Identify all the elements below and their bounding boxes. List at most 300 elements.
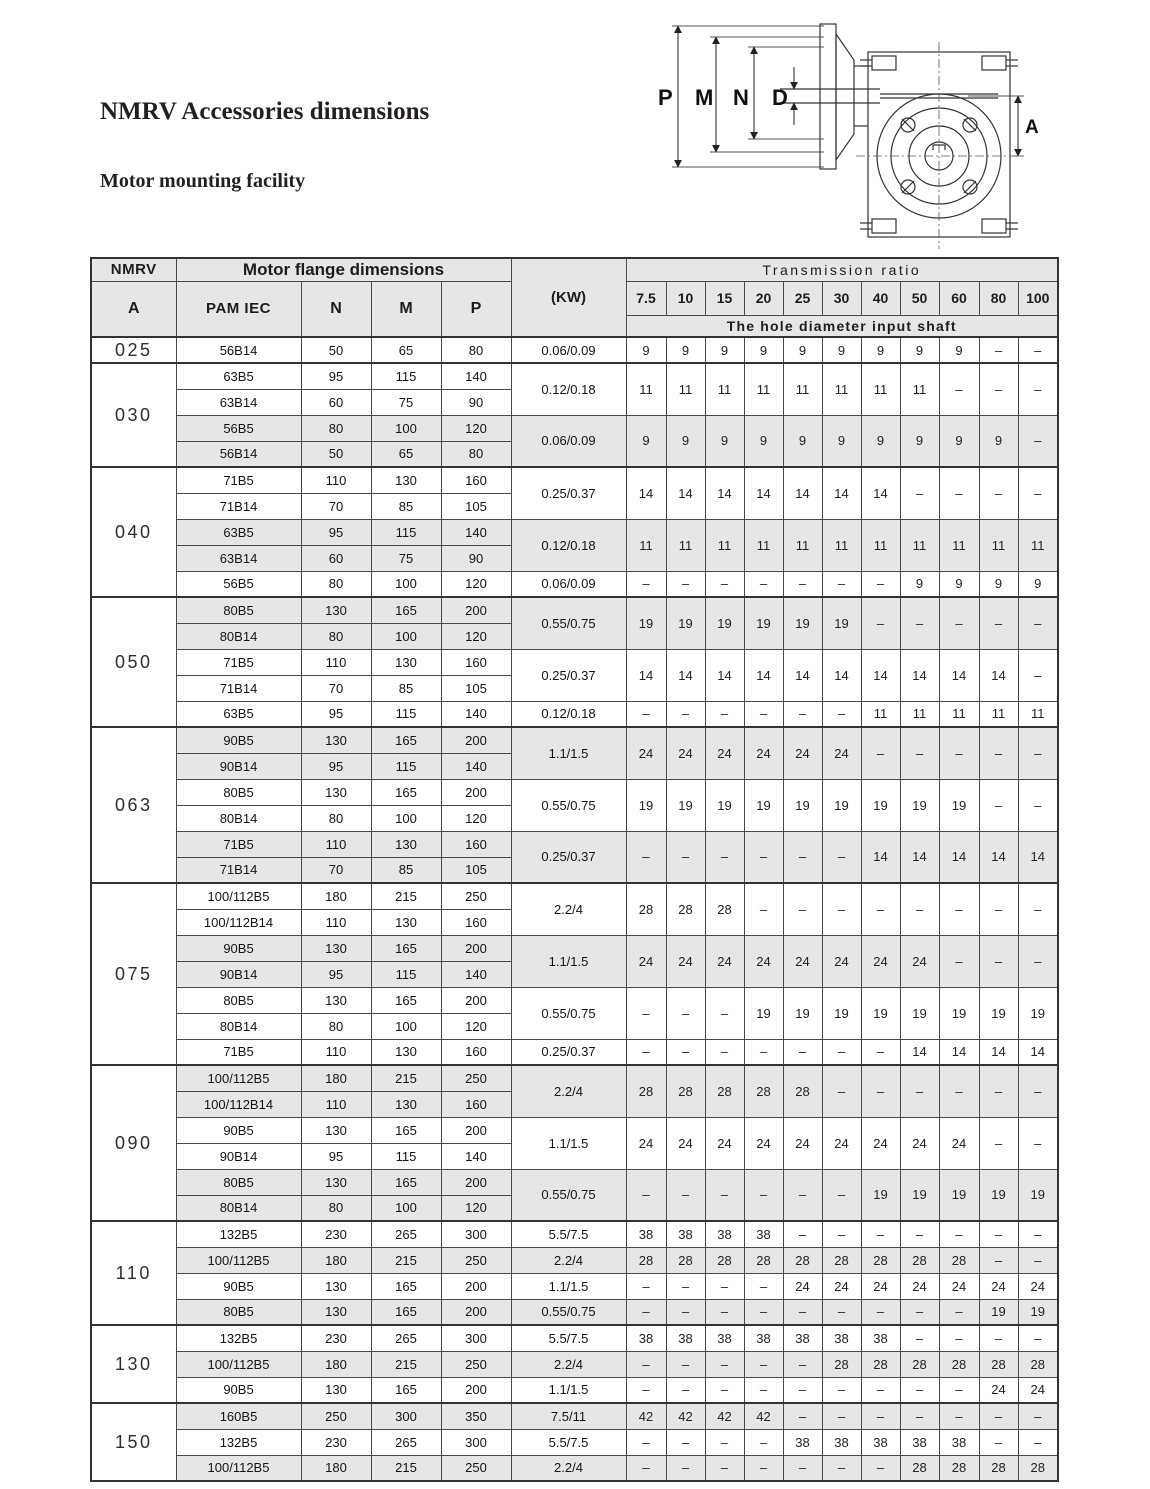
ratio-value-cell: 24 bbox=[900, 1117, 939, 1169]
ratio-value-cell: 28 bbox=[1018, 1351, 1058, 1377]
a-header: A bbox=[91, 281, 176, 337]
m-value-cell: 85 bbox=[371, 857, 441, 883]
ratio-value-cell: 14 bbox=[705, 467, 744, 519]
ratio-value-cell: – bbox=[979, 597, 1018, 649]
n-value-cell: 95 bbox=[301, 519, 371, 545]
ratio-value-cell: 38 bbox=[861, 1429, 900, 1455]
ratio-value-cell: – bbox=[939, 597, 979, 649]
m-value-cell: 265 bbox=[371, 1221, 441, 1247]
ratio-value-cell: 24 bbox=[861, 935, 900, 987]
p-value-cell: 120 bbox=[441, 1195, 511, 1221]
ratio-value-cell: – bbox=[783, 701, 822, 727]
ratio-value-cell: 19 bbox=[822, 597, 861, 649]
ratio-value-cell: – bbox=[705, 1169, 744, 1221]
n-value-cell: 130 bbox=[301, 1273, 371, 1299]
ratio-value-cell: – bbox=[822, 701, 861, 727]
ratio-value-cell: – bbox=[626, 831, 666, 883]
p-value-cell: 160 bbox=[441, 649, 511, 675]
p-value-cell: 140 bbox=[441, 363, 511, 389]
n-value-cell: 230 bbox=[301, 1429, 371, 1455]
ratio-value-cell: 24 bbox=[626, 727, 666, 779]
ratio-value-cell: – bbox=[666, 1299, 705, 1325]
ratio-value-cell: 38 bbox=[666, 1325, 705, 1351]
pam-iec-cell: 90B5 bbox=[176, 727, 301, 753]
ratio-value-cell: 28 bbox=[900, 1247, 939, 1273]
ratio-header-cell: 7.5 bbox=[626, 281, 666, 315]
ratio-value-cell: 9 bbox=[1018, 571, 1058, 597]
ratio-value-cell: – bbox=[744, 883, 783, 935]
ratio-value-cell: 19 bbox=[626, 597, 666, 649]
ratio-value-cell: – bbox=[861, 1039, 900, 1065]
ratio-value-cell: 19 bbox=[900, 1169, 939, 1221]
m-value-cell: 115 bbox=[371, 363, 441, 389]
n-value-cell: 80 bbox=[301, 805, 371, 831]
ratio-value-cell: – bbox=[783, 1039, 822, 1065]
table-row bbox=[91, 1377, 1058, 1403]
p-value-cell: 105 bbox=[441, 857, 511, 883]
p-header: P bbox=[441, 281, 511, 337]
ratio-value-cell: 24 bbox=[666, 935, 705, 987]
ratio-value-cell: 14 bbox=[979, 831, 1018, 883]
ratio-value-cell: 9 bbox=[822, 337, 861, 363]
ratio-value-cell: 14 bbox=[666, 649, 705, 701]
ratio-value-cell: 11 bbox=[822, 363, 861, 415]
n-value-cell: 180 bbox=[301, 1351, 371, 1377]
ratio-value-cell: 19 bbox=[861, 779, 900, 831]
ratio-value-cell: – bbox=[783, 1221, 822, 1247]
ratio-value-cell: 24 bbox=[822, 727, 861, 779]
n-value-cell: 95 bbox=[301, 363, 371, 389]
nmrv-size-cell: 040 bbox=[91, 467, 176, 597]
p-value-cell: 200 bbox=[441, 727, 511, 753]
n-value-cell: 110 bbox=[301, 649, 371, 675]
ratio-value-cell: 19 bbox=[861, 987, 900, 1039]
ratio-value-cell: – bbox=[1018, 935, 1058, 987]
ratio-value-cell: – bbox=[1018, 337, 1058, 363]
m-value-cell: 165 bbox=[371, 1299, 441, 1325]
ratio-value-cell: 42 bbox=[705, 1403, 744, 1429]
pam-iec-cell: 100/112B5 bbox=[176, 1351, 301, 1377]
pam-iec-cell: 71B5 bbox=[176, 1039, 301, 1065]
ratio-value-cell: – bbox=[822, 1169, 861, 1221]
nmrv-size-cell: 025 bbox=[91, 337, 176, 363]
n-value-cell: 180 bbox=[301, 883, 371, 909]
m-value-cell: 165 bbox=[371, 727, 441, 753]
ratio-value-cell: 19 bbox=[783, 779, 822, 831]
ratio-value-cell: 14 bbox=[979, 1039, 1018, 1065]
ratio-value-cell: 24 bbox=[705, 727, 744, 779]
pam-iec-cell: 71B14 bbox=[176, 857, 301, 883]
ratio-value-cell: 19 bbox=[979, 987, 1018, 1039]
pam-iec-cell: 100/112B5 bbox=[176, 1247, 301, 1273]
table-container bbox=[90, 257, 1059, 1482]
m-value-cell: 265 bbox=[371, 1429, 441, 1455]
n-value-cell: 130 bbox=[301, 1299, 371, 1325]
ratio-value-cell: 9 bbox=[666, 415, 705, 467]
ratio-value-cell: – bbox=[1018, 883, 1058, 935]
kw-value-cell: 0.12/0.18 bbox=[511, 519, 626, 571]
ratio-value-cell: – bbox=[626, 1039, 666, 1065]
ratio-value-cell: – bbox=[822, 883, 861, 935]
pam-iec-cell: 90B5 bbox=[176, 935, 301, 961]
ratio-value-cell: 14 bbox=[822, 467, 861, 519]
p-value-cell: 80 bbox=[441, 337, 511, 363]
ratio-value-cell: – bbox=[783, 1299, 822, 1325]
ratio-value-cell: – bbox=[666, 1351, 705, 1377]
m-value-cell: 100 bbox=[371, 1013, 441, 1039]
m-value-cell: 115 bbox=[371, 1143, 441, 1169]
pam-iec-cell: 80B5 bbox=[176, 1169, 301, 1195]
ratio-value-cell: 14 bbox=[939, 649, 979, 701]
p-value-cell: 200 bbox=[441, 935, 511, 961]
table-row bbox=[91, 1247, 1058, 1273]
ratio-value-cell: 19 bbox=[822, 987, 861, 1039]
ratio-value-cell: – bbox=[861, 1377, 900, 1403]
ratio-value-cell: – bbox=[979, 1221, 1018, 1247]
ratio-value-cell: 14 bbox=[744, 649, 783, 701]
p-value-cell: 250 bbox=[441, 883, 511, 909]
n-value-cell: 230 bbox=[301, 1325, 371, 1351]
ratio-value-cell: – bbox=[979, 363, 1018, 415]
n-value-cell: 70 bbox=[301, 493, 371, 519]
pam-iec-cell: 56B5 bbox=[176, 571, 301, 597]
ratio-value-cell: 24 bbox=[666, 1117, 705, 1169]
n-value-cell: 130 bbox=[301, 987, 371, 1013]
ratio-value-cell: – bbox=[626, 1351, 666, 1377]
ratio-value-cell: – bbox=[1018, 1065, 1058, 1117]
p-value-cell: 200 bbox=[441, 1117, 511, 1143]
ratio-value-cell: – bbox=[744, 1429, 783, 1455]
ratio-value-cell: 19 bbox=[1018, 987, 1058, 1039]
ratio-value-cell: 28 bbox=[666, 883, 705, 935]
ratio-value-cell: 24 bbox=[939, 1117, 979, 1169]
n-value-cell: 95 bbox=[301, 701, 371, 727]
table-row bbox=[91, 1065, 1058, 1091]
ratio-value-cell: – bbox=[861, 1455, 900, 1481]
pam-iec-cell: 100/112B14 bbox=[176, 1091, 301, 1117]
ratio-value-cell: 19 bbox=[744, 987, 783, 1039]
pam-iec-cell: 80B14 bbox=[176, 623, 301, 649]
kw-value-cell: 5.5/7.5 bbox=[511, 1325, 626, 1351]
ratio-value-cell: – bbox=[666, 1377, 705, 1403]
ratio-value-cell: 42 bbox=[666, 1403, 705, 1429]
ratio-value-cell: – bbox=[783, 1403, 822, 1429]
m-value-cell: 165 bbox=[371, 1117, 441, 1143]
p-value-cell: 120 bbox=[441, 623, 511, 649]
centerlines bbox=[856, 42, 1022, 249]
ratio-value-cell: 9 bbox=[861, 337, 900, 363]
ratio-value-cell: 38 bbox=[783, 1429, 822, 1455]
p-value-cell: 250 bbox=[441, 1247, 511, 1273]
ratio-value-cell: 14 bbox=[900, 1039, 939, 1065]
ratio-value-cell: – bbox=[822, 1221, 861, 1247]
page-title: NMRV Accessories dimensions bbox=[100, 98, 430, 125]
ratio-value-cell: – bbox=[900, 1403, 939, 1429]
m-value-cell: 100 bbox=[371, 571, 441, 597]
ratio-value-cell: – bbox=[939, 467, 979, 519]
ratio-value-cell: – bbox=[939, 1377, 979, 1403]
m-value-cell: 115 bbox=[371, 753, 441, 779]
n-value-cell: 130 bbox=[301, 597, 371, 623]
dimensions-table bbox=[90, 257, 1059, 1482]
ratio-value-cell: 38 bbox=[626, 1221, 666, 1247]
p-value-cell: 90 bbox=[441, 389, 511, 415]
ratio-value-cell: – bbox=[939, 1065, 979, 1117]
ratio-value-cell: – bbox=[705, 1351, 744, 1377]
ratio-value-cell: 24 bbox=[744, 727, 783, 779]
ratio-value-cell: 19 bbox=[939, 987, 979, 1039]
p-value-cell: 300 bbox=[441, 1325, 511, 1351]
m-value-cell: 165 bbox=[371, 1169, 441, 1195]
extension-lines bbox=[672, 26, 1024, 167]
ratio-value-cell: 19 bbox=[783, 987, 822, 1039]
ratio-value-cell: – bbox=[783, 831, 822, 883]
ratio-value-cell: – bbox=[1018, 727, 1058, 779]
pam-iec-cell: 80B5 bbox=[176, 987, 301, 1013]
kw-value-cell: 2.2/4 bbox=[511, 1455, 626, 1481]
ratio-value-cell: 9 bbox=[979, 571, 1018, 597]
ratio-value-cell: 24 bbox=[822, 935, 861, 987]
ratio-value-cell: 24 bbox=[783, 727, 822, 779]
ratio-value-cell: 19 bbox=[744, 597, 783, 649]
ratio-value-cell: 11 bbox=[822, 519, 861, 571]
ratio-value-cell: – bbox=[705, 1039, 744, 1065]
ratio-value-cell: 9 bbox=[900, 337, 939, 363]
pam-iec-cell: 160B5 bbox=[176, 1403, 301, 1429]
ratio-value-cell: 11 bbox=[939, 701, 979, 727]
ratio-value-cell: 19 bbox=[939, 779, 979, 831]
ratio-value-cell: 24 bbox=[1018, 1273, 1058, 1299]
ratio-value-cell: 14 bbox=[900, 831, 939, 883]
ratio-value-cell: 14 bbox=[861, 467, 900, 519]
n-value-cell: 95 bbox=[301, 1143, 371, 1169]
m-value-cell: 130 bbox=[371, 1091, 441, 1117]
m-value-cell: 215 bbox=[371, 883, 441, 909]
ratio-value-cell: – bbox=[783, 883, 822, 935]
pam-iec-cell: 63B5 bbox=[176, 519, 301, 545]
pam-iec-cell: 132B5 bbox=[176, 1325, 301, 1351]
ratio-value-cell: 14 bbox=[783, 649, 822, 701]
dim-label-d: D bbox=[772, 85, 788, 110]
pam-iec-cell: 80B5 bbox=[176, 597, 301, 623]
m-value-cell: 165 bbox=[371, 935, 441, 961]
n-value-cell: 110 bbox=[301, 909, 371, 935]
ratio-value-cell: 11 bbox=[979, 519, 1018, 571]
table-row bbox=[91, 935, 1058, 961]
table-row bbox=[91, 1039, 1058, 1065]
transmission-ratio-header: Transmission ratio bbox=[626, 258, 1058, 281]
ratio-value-cell: 11 bbox=[1018, 519, 1058, 571]
ratio-header-cell: 50 bbox=[900, 281, 939, 315]
ratio-value-cell: 9 bbox=[705, 337, 744, 363]
table-row bbox=[91, 1429, 1058, 1455]
ratio-header-cell: 15 bbox=[705, 281, 744, 315]
ratio-value-cell: 11 bbox=[1018, 701, 1058, 727]
m-value-cell: 215 bbox=[371, 1455, 441, 1481]
ratio-value-cell: 28 bbox=[626, 1065, 666, 1117]
table-body bbox=[91, 337, 1058, 1481]
pam-iec-cell: 132B5 bbox=[176, 1221, 301, 1247]
ratio-value-cell: 9 bbox=[939, 415, 979, 467]
table-row bbox=[91, 1273, 1058, 1299]
ratio-value-cell: 9 bbox=[939, 337, 979, 363]
m-value-cell: 100 bbox=[371, 415, 441, 441]
ratio-value-cell: – bbox=[939, 1221, 979, 1247]
m-value-cell: 115 bbox=[371, 961, 441, 987]
ratio-value-cell: – bbox=[1018, 467, 1058, 519]
ratio-value-cell: – bbox=[783, 1377, 822, 1403]
n-value-cell: 50 bbox=[301, 441, 371, 467]
pam-iec-cell: 100/112B5 bbox=[176, 883, 301, 909]
ratio-value-cell: – bbox=[939, 363, 979, 415]
ratio-value-cell: 11 bbox=[783, 363, 822, 415]
ratio-value-cell: 38 bbox=[744, 1325, 783, 1351]
p-value-cell: 140 bbox=[441, 1143, 511, 1169]
ratio-value-cell: – bbox=[900, 1065, 939, 1117]
ratio-value-cell: – bbox=[1018, 779, 1058, 831]
ratio-value-cell: 14 bbox=[744, 467, 783, 519]
pam-iec-cell: 90B5 bbox=[176, 1117, 301, 1143]
ratio-value-cell: 14 bbox=[822, 649, 861, 701]
pam-iec-cell: 100/112B5 bbox=[176, 1065, 301, 1091]
ratio-header-cell: 10 bbox=[666, 281, 705, 315]
ratio-value-cell: 19 bbox=[744, 779, 783, 831]
ratio-value-cell: 11 bbox=[979, 701, 1018, 727]
ratio-value-cell: – bbox=[979, 883, 1018, 935]
table-row bbox=[91, 1403, 1058, 1429]
p-value-cell: 160 bbox=[441, 1039, 511, 1065]
ratio-value-cell: – bbox=[1018, 597, 1058, 649]
ratio-value-cell: – bbox=[1018, 415, 1058, 467]
ratio-value-cell: 28 bbox=[744, 1247, 783, 1273]
ratio-value-cell: – bbox=[744, 571, 783, 597]
pam-iec-cell: 90B14 bbox=[176, 753, 301, 779]
ratio-value-cell: – bbox=[822, 1403, 861, 1429]
pam-iec-cell: 71B5 bbox=[176, 467, 301, 493]
ratio-header-cell: 100 bbox=[1018, 281, 1058, 315]
ratio-value-cell: 28 bbox=[705, 1247, 744, 1273]
kw-value-cell: 0.25/0.37 bbox=[511, 467, 626, 519]
ratio-value-cell: 14 bbox=[626, 467, 666, 519]
ratio-value-cell: 24 bbox=[861, 1117, 900, 1169]
ratio-value-cell: – bbox=[705, 987, 744, 1039]
pam-iec-cell: 90B14 bbox=[176, 961, 301, 987]
dim-label-a: A bbox=[1025, 117, 1039, 138]
ratio-value-cell: – bbox=[979, 1325, 1018, 1351]
ratio-value-cell: – bbox=[666, 571, 705, 597]
ratio-value-cell: – bbox=[744, 1169, 783, 1221]
ratio-value-cell: – bbox=[705, 1455, 744, 1481]
p-value-cell: 160 bbox=[441, 1091, 511, 1117]
pam-iec-cell: 80B5 bbox=[176, 1299, 301, 1325]
ratio-value-cell: 9 bbox=[626, 415, 666, 467]
ratio-value-cell: 38 bbox=[900, 1429, 939, 1455]
pam-iec-cell: 63B5 bbox=[176, 363, 301, 389]
table-row bbox=[91, 337, 1058, 363]
m-value-cell: 100 bbox=[371, 623, 441, 649]
ratio-value-cell: – bbox=[861, 727, 900, 779]
p-value-cell: 90 bbox=[441, 545, 511, 571]
ratio-value-cell: – bbox=[783, 1351, 822, 1377]
kw-header: (KW) bbox=[511, 258, 626, 337]
nmrv-size-cell: 075 bbox=[91, 883, 176, 1065]
table-row bbox=[91, 1221, 1058, 1247]
kw-value-cell: 0.06/0.09 bbox=[511, 415, 626, 467]
n-value-cell: 130 bbox=[301, 779, 371, 805]
ratio-value-cell: – bbox=[979, 1117, 1018, 1169]
ratio-value-cell: – bbox=[626, 1429, 666, 1455]
ratio-value-cell: 14 bbox=[626, 649, 666, 701]
ratio-value-cell: 28 bbox=[900, 1351, 939, 1377]
ratio-value-cell: – bbox=[979, 1065, 1018, 1117]
table-row bbox=[91, 1299, 1058, 1325]
ratio-value-cell: 28 bbox=[666, 1065, 705, 1117]
p-value-cell: 200 bbox=[441, 1169, 511, 1195]
kw-value-cell: 0.12/0.18 bbox=[511, 701, 626, 727]
ratio-value-cell: 9 bbox=[666, 337, 705, 363]
ratio-value-cell: 19 bbox=[783, 597, 822, 649]
dim-label-m: M bbox=[695, 85, 714, 110]
ratio-value-cell: 11 bbox=[705, 363, 744, 415]
ratio-value-cell: 19 bbox=[979, 1169, 1018, 1221]
ratio-value-cell: 14 bbox=[900, 649, 939, 701]
ratio-value-cell: – bbox=[822, 571, 861, 597]
table-row bbox=[91, 727, 1058, 753]
n-value-cell: 110 bbox=[301, 831, 371, 857]
ratio-value-cell: – bbox=[744, 1299, 783, 1325]
p-value-cell: 250 bbox=[441, 1065, 511, 1091]
ratio-value-cell: – bbox=[783, 571, 822, 597]
ratio-value-cell: 19 bbox=[1018, 1169, 1058, 1221]
ratio-value-cell: – bbox=[822, 1065, 861, 1117]
ratio-value-cell: 14 bbox=[939, 1039, 979, 1065]
ratio-value-cell: – bbox=[822, 1039, 861, 1065]
m-value-cell: 75 bbox=[371, 545, 441, 571]
table-row bbox=[91, 1117, 1058, 1143]
ratio-value-cell: – bbox=[861, 571, 900, 597]
n-value-cell: 80 bbox=[301, 1013, 371, 1039]
ratio-value-cell: 24 bbox=[939, 1273, 979, 1299]
pam-iec-cell: 56B5 bbox=[176, 415, 301, 441]
ratio-value-cell: – bbox=[705, 1429, 744, 1455]
ratio-value-cell: 9 bbox=[626, 337, 666, 363]
ratio-value-cell: – bbox=[626, 1377, 666, 1403]
ratio-value-cell: – bbox=[626, 987, 666, 1039]
ratio-value-cell: – bbox=[666, 701, 705, 727]
ratio-value-cell: – bbox=[1018, 1325, 1058, 1351]
ratio-value-cell: – bbox=[626, 1299, 666, 1325]
ratio-value-cell: – bbox=[822, 1455, 861, 1481]
ratio-value-cell: – bbox=[666, 987, 705, 1039]
n-value-cell: 180 bbox=[301, 1247, 371, 1273]
ratio-value-cell: – bbox=[939, 1325, 979, 1351]
table-row bbox=[91, 649, 1058, 675]
kw-value-cell: 0.55/0.75 bbox=[511, 1299, 626, 1325]
ratio-value-cell: 28 bbox=[705, 883, 744, 935]
ratio-value-cell: – bbox=[900, 1377, 939, 1403]
ratio-value-cell: – bbox=[979, 467, 1018, 519]
ratio-value-cell: – bbox=[666, 1455, 705, 1481]
ratio-value-cell: 24 bbox=[626, 935, 666, 987]
ratio-value-cell: 9 bbox=[979, 415, 1018, 467]
ratio-value-cell: 38 bbox=[783, 1325, 822, 1351]
ratio-value-cell: 28 bbox=[1018, 1455, 1058, 1481]
ratio-value-cell: – bbox=[822, 1377, 861, 1403]
ratio-value-cell: 38 bbox=[939, 1429, 979, 1455]
table-row bbox=[91, 519, 1058, 545]
kw-value-cell: 1.1/1.5 bbox=[511, 935, 626, 987]
ratio-value-cell: 28 bbox=[861, 1247, 900, 1273]
